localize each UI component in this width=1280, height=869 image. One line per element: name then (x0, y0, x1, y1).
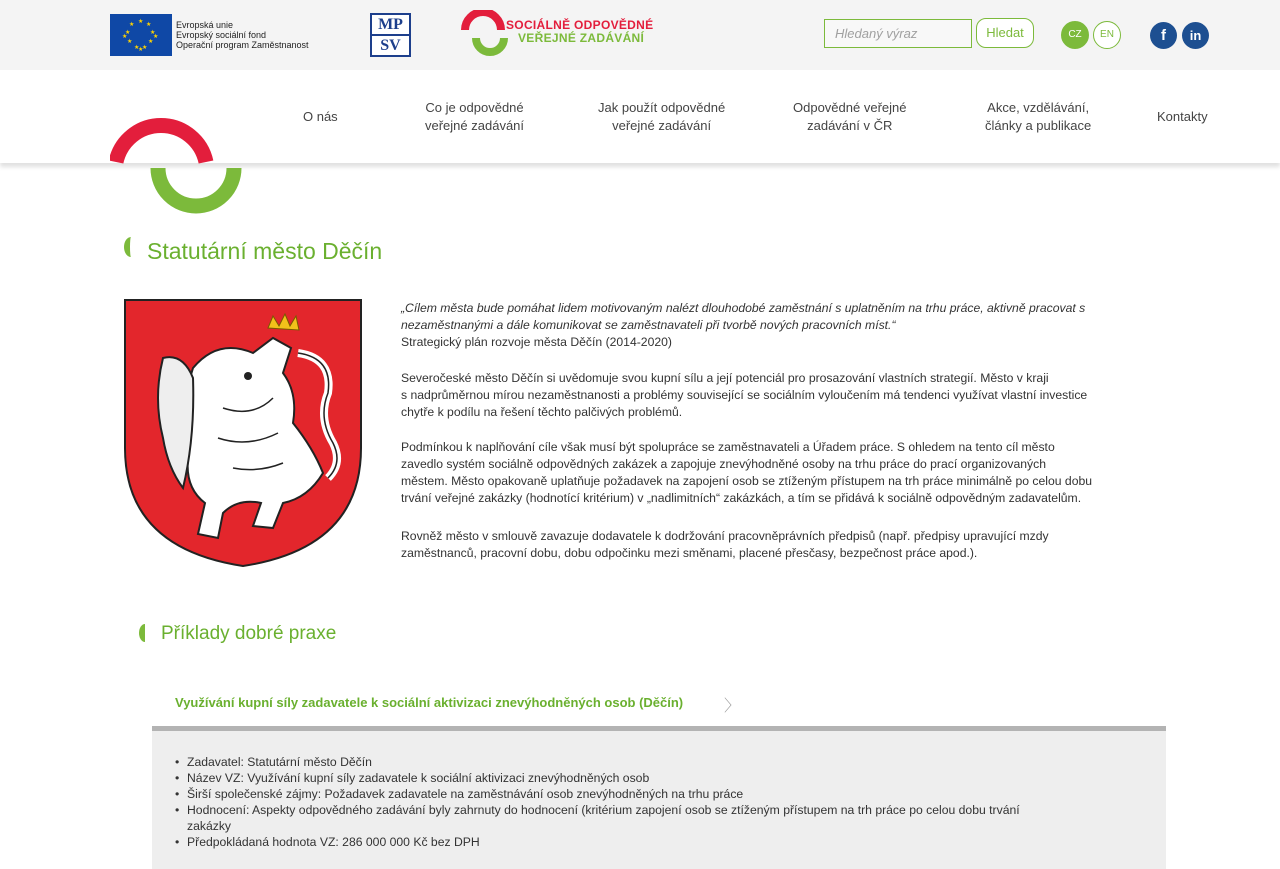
paragraph-labour-law: Rovněž město v smlouvě zavazuje dodavatele k dodržování pracovněprávních předpisů (např. předpisy upravující mzdy zaměstnanců, pracovní dobu, dobu odpočinku mezi směnami, placené přesčasy, bezpečnost práce apod.). (401, 529, 1049, 560)
coat-of-arms-image (123, 298, 363, 568)
list-item: • Širší společenské zájmy: Požadavek zadavatele na zaměstnávání osob znevýhodněných na trhu práce (175, 786, 1135, 802)
mpsv-logo[interactable]: MP SV (370, 13, 411, 57)
section-title: Příklady dobré praxe (161, 623, 337, 644)
list-item: • Zadavatel: Statutární město Děčín (175, 754, 1135, 770)
nav-item-o-nas[interactable]: O nás (303, 109, 338, 124)
nav-item-co-je[interactable]: Co je odpovědné veřejné zadávání (425, 100, 525, 133)
strategy-quote: „Cílem města bude pomáhat lidem motivovaným nalézt dlouhodobé zaměstnání s uplatněním na trhu práce, aktivně pracovat s nezaměstnanými a dále komunikovat se zaměstnavateli při tvorbě nových pracovních míst.“ Strategický plán rozvoje města Děčín (2014-2020) (401, 301, 1086, 349)
paragraph-cooperation: Podmínkou k naplňování cíle však musí být spolupráce se zaměstnavateli a Úřadem práce. S ohledem na tento cíl město zavedlo systém sociálně odpovědných zakázek a zapojuje znevýhodněné osoby na trhu práce do prací organizovaných městem. Město opakovaně uplatňuje požadavek na zapojení osob se ztíženým přístupem na trh práce minimálně po celou dobu trvání veřejné zakázky (hodnotící kritérium) v „nadlimitních“ zakázkách, a tím se přidává k sociálně odpovědným zadavatelům. (401, 440, 1093, 505)
list-item: • Předpokládaná hodnota VZ: 286 000 000 Kč bez DPH (175, 834, 1135, 850)
list-item: • Název VZ: Využívání kupní síly zadavatele k sociální aktivizaci znevýhodněných osob (175, 770, 1135, 786)
leaf-bullet-icon (124, 237, 138, 257)
brand-logo[interactable] (460, 10, 710, 58)
nav-item-akce[interactable]: Akce, vzdělávání, články a publikace (985, 100, 1092, 133)
top-bar (0, 0, 1280, 70)
accordion-toggle[interactable]: Využívání kupní síly zadavatele k sociální aktivizaci znevýhodněných osob (Děčín) (175, 695, 684, 710)
accordion-panel (152, 726, 1166, 869)
language-en-button[interactable]: EN (1093, 21, 1121, 49)
nav-item-vz-v-cr[interactable]: Odpovědné veřejné zadávání v ČR (793, 100, 907, 133)
leaf-bullet-icon (139, 624, 151, 642)
chevron-right-icon[interactable]: 〉 (724, 698, 741, 715)
search-button[interactable]: Hledat (976, 18, 1034, 48)
eu-esf-logo[interactable] (110, 14, 309, 56)
brand-logo-text: SOCIÁLNĚ ODPOVĚDNÉ VEŘEJNÉ ZADÁVÁNÍ (506, 18, 654, 45)
brand-logo-icon (460, 10, 510, 58)
eu-logo-text: Evropská unie Evropský sociální fond Operační program Zaměstnanost (176, 20, 309, 50)
paragraph-purchasing-power: Severočeské město Děčín si uvědomuje svou kupní sílu a její potenciál pro prosazování vlastních strategií. Město v kraji s nadprůměrnou mírou nezaměstnanosti a problémy související se sociálním vyloučením má tendenci využívat vlastní investice chytře k podílu na řešení těchto palčivých problémů. (401, 371, 1088, 419)
list-item: • Hodnocení: Aspekty odpovědného zadávání byly zahrnuty do hodnocení (kritérium zapojení osob se ztíženým přístupem na trh práce po celou dobu trvání zakázky (175, 802, 1135, 834)
search-input[interactable] (824, 19, 972, 48)
page-title: Statutární město Děčín (147, 238, 383, 264)
linkedin-icon[interactable]: in (1182, 22, 1209, 49)
eu-flag-icon: ★ ★ ★ ★ ★ ★ ★ ★ ★ ★ ★ ★ (110, 14, 172, 56)
detail-list (175, 754, 1135, 850)
nav-item-kontakty[interactable]: Kontakty (1157, 109, 1208, 124)
nav-item-jak-pouzit[interactable]: Jak použít odpovědné veřejné zadávání (598, 100, 726, 133)
language-cz-button[interactable]: CZ (1061, 21, 1089, 49)
facebook-icon[interactable]: f (1150, 22, 1177, 49)
site-logo[interactable] (110, 110, 270, 220)
